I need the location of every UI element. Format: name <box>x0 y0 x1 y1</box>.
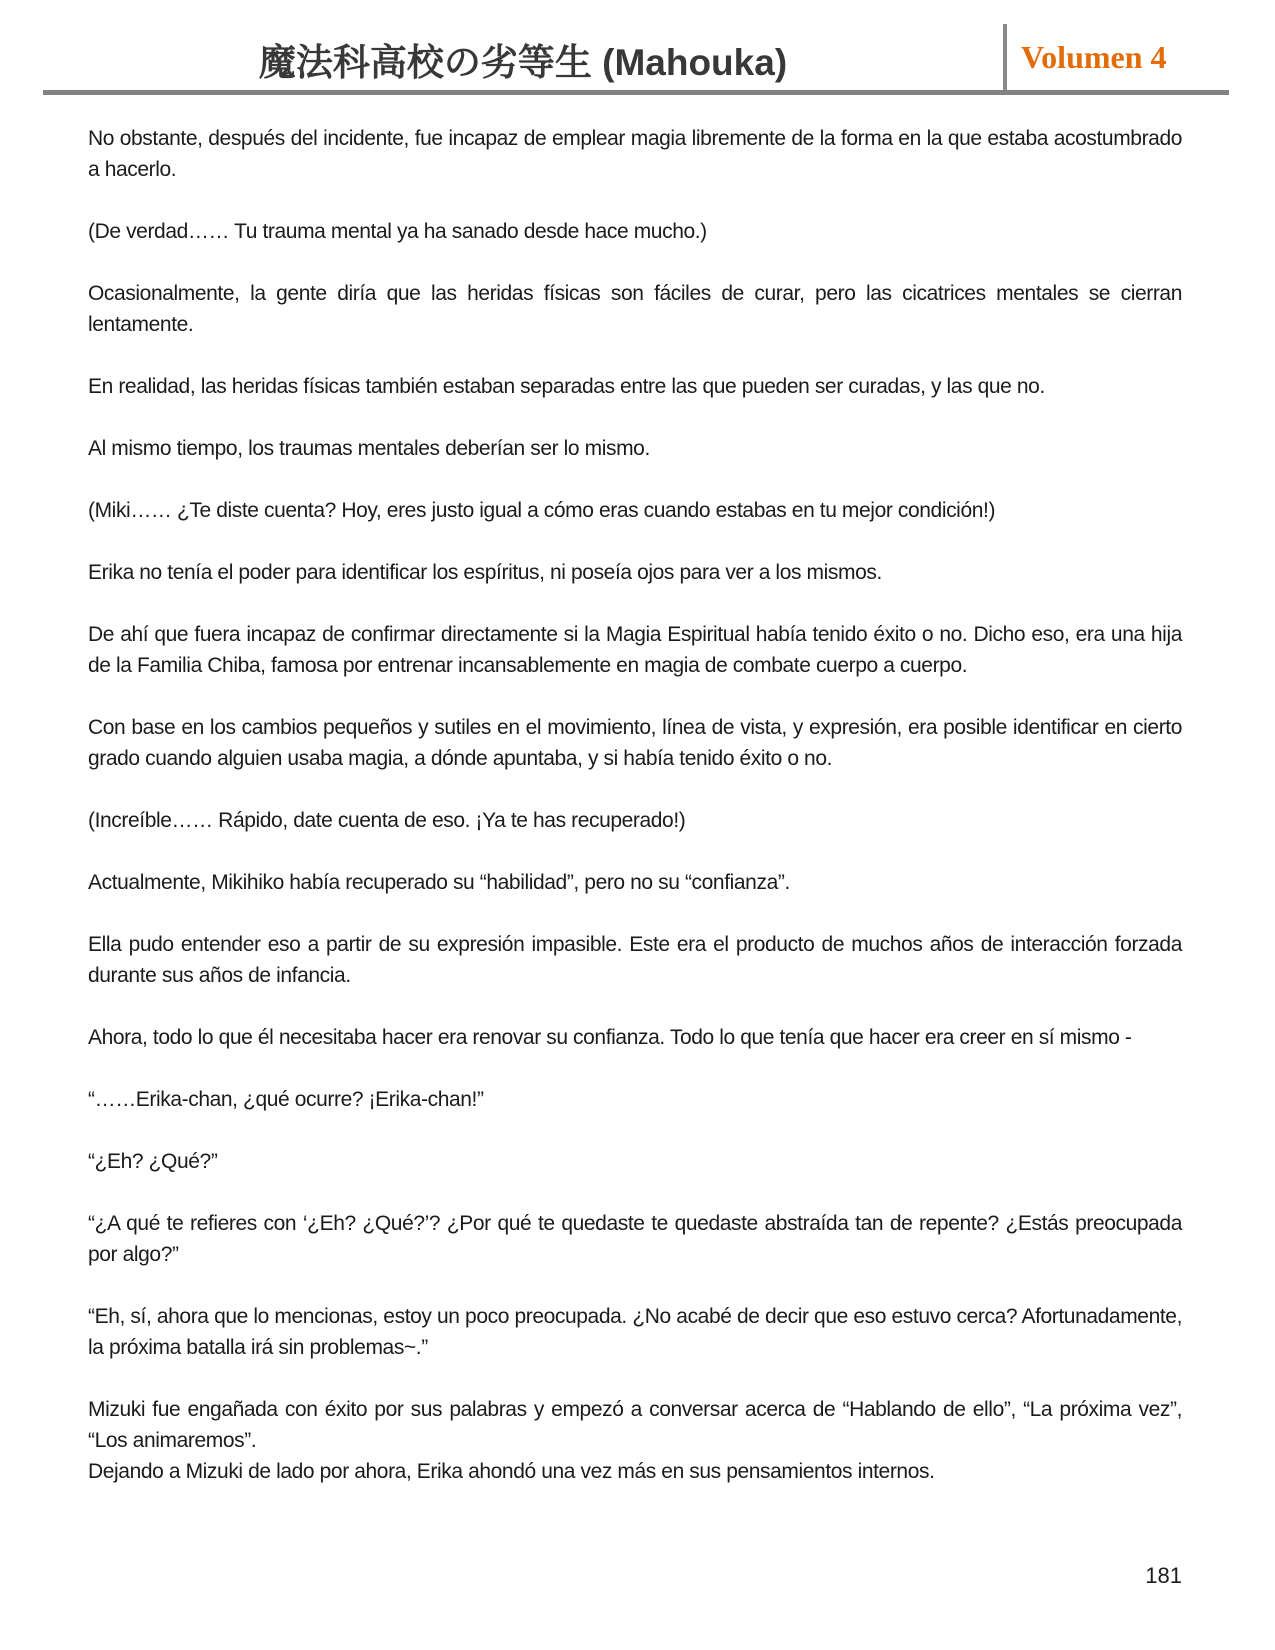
paragraph: (Miki…… ¿Te diste cuenta? Hoy, eres justo igual a cómo eras cuando estabas en tu mejor condición!) <box>88 499 996 522</box>
page-body <box>88 123 1182 1518</box>
paragraph: (Increíble…… Rápido, date cuenta de eso. ¡Ya te has recuperado!) <box>88 809 686 832</box>
paragraph: En realidad, las heridas físicas también estaban separadas entre las que pueden ser curadas, y las que no. <box>88 375 1045 398</box>
paragraph: Con base en los cambios pequeños y sutiles en el movimiento, línea de vista, y expresión, era posible identificar en cierto grado cuando alguien usaba magia, a dónde apuntaba, y si había tenido éxito o no. <box>88 716 1182 770</box>
volume-label: Volumen 4 <box>1021 38 1167 75</box>
paragraph: Mizuki fue engañada con éxito por sus palabras y empezó a conversar acerca de “Hablando de ello”, “La próxima vez”, “Los animaremos”. <box>88 1398 1182 1452</box>
paragraph: Ella pudo entender eso a partir de su expresión impasible. Este era el producto de muchos años de interacción forzada durante sus años de infancia. <box>88 933 1182 987</box>
paragraph: Al mismo tiempo, los traumas mentales deberían ser lo mismo. <box>88 437 650 460</box>
paragraph: Ocasionalmente, la gente diría que las heridas físicas son fáciles de curar, pero las cicatrices mentales se cierran lentamente. <box>88 282 1182 336</box>
paragraph: Erika no tenía el poder para identificar los espíritus, ni poseía ojos para ver a los mismos. <box>88 561 882 584</box>
page-footer <box>1145 1563 1182 1589</box>
paragraph: De ahí que fuera incapaz de confirmar directamente si la Magia Espiritual había tenido éxito o no. Dicho eso, era una hija de la Familia Chiba, famosa por entrenar incansablemente en magia de combate cuerpo a cuerpo. <box>88 623 1182 677</box>
paragraph: “¿A qué te refieres con ‘¿Eh? ¿Qué?’? ¿Por qué te quedaste te quedaste abstraída tan de repente? ¿Estás preocupada por algo?” <box>88 1212 1182 1266</box>
header-volume-cell <box>1003 24 1229 90</box>
paragraph: “¿Eh? ¿Qué?” <box>88 1150 218 1173</box>
document-title: 魔法科高校の劣等生 (Mahouka) <box>258 42 788 83</box>
page-header <box>43 24 1229 95</box>
header-title-cell <box>43 24 1003 90</box>
paragraph: No obstante, después del incidente, fue incapaz de emplear magia libremente de la forma en la que estaba acostumbrado a hacerlo. <box>88 127 1182 181</box>
paragraph: Dejando a Mizuki de lado por ahora, Erika ahondó una vez más en sus pensamientos internos. <box>88 1460 935 1483</box>
paragraph: Ahora, todo lo que él necesitaba hacer era renovar su confianza. Todo lo que tenía que hacer era creer en sí mismo - <box>88 1026 1132 1049</box>
paragraph: “……Erika-chan, ¿qué ocurre? ¡Erika-chan!” <box>88 1088 484 1111</box>
paragraph: (De verdad…… Tu trauma mental ya ha sanado desde hace mucho.) <box>88 220 707 243</box>
paragraph: “Eh, sí, ahora que lo mencionas, estoy un poco preocupada. ¿No acabé de decir que eso estuvo cerca? Afortunadamente, la próxima batalla irá sin problemas~.” <box>88 1305 1182 1359</box>
page-number: 181 <box>1145 1563 1182 1588</box>
paragraph: Actualmente, Mikihiko había recuperado su “habilidad”, pero no su “confianza”. <box>88 871 790 894</box>
